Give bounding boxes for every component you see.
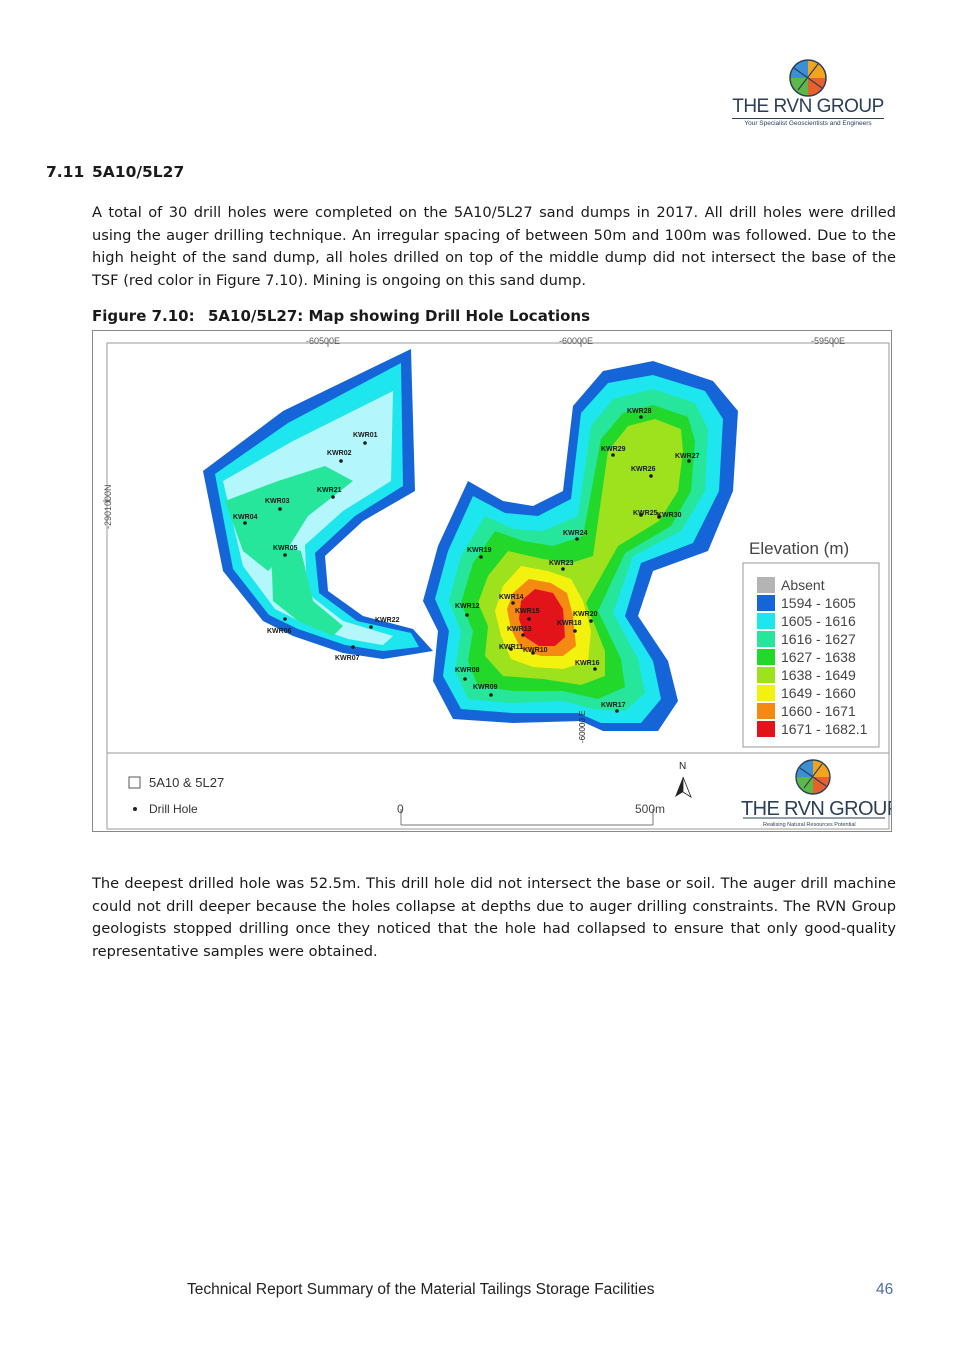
svg-text:KWR28: KWR28 xyxy=(627,408,652,415)
svg-text:KWR14: KWR14 xyxy=(499,594,524,601)
svg-text:KWR02: KWR02 xyxy=(327,450,352,457)
legend-swatch xyxy=(757,703,775,719)
svg-text:KWR18: KWR18 xyxy=(557,620,582,627)
svg-text:KWR07: KWR07 xyxy=(335,655,360,662)
boundary-key-label: 5A10 & 5L27 xyxy=(149,775,225,790)
legend-label: 1594 - 1605 xyxy=(781,595,856,611)
legend-label: 1649 - 1660 xyxy=(781,685,856,701)
page-number: 46 xyxy=(876,1281,894,1298)
svg-text:KWR13: KWR13 xyxy=(507,626,532,633)
svg-text:KWR26: KWR26 xyxy=(631,466,656,473)
section-number: 7.11 xyxy=(46,163,85,181)
tick-label-x2: -60000E xyxy=(559,336,594,346)
svg-text:KWR22: KWR22 xyxy=(375,617,400,624)
legend-swatch xyxy=(757,667,775,683)
figure-logo-emblem-icon xyxy=(796,760,830,794)
drill-hole-key-dot xyxy=(133,807,137,811)
tick-label-y: -2901000N xyxy=(103,484,113,529)
section-heading xyxy=(46,163,184,181)
legend-items xyxy=(757,577,868,737)
footer-text: Technical Report Summary of the Material Tailings Storage Facilities xyxy=(187,1281,655,1298)
drill-hole-kwr10 xyxy=(523,647,548,655)
legend-swatch xyxy=(757,595,775,611)
legend-swatch xyxy=(757,721,775,737)
figure-caption xyxy=(92,307,590,325)
scale-end-label: 500m xyxy=(635,802,666,816)
figure-logo-name: THE RVN GROUP xyxy=(741,798,891,820)
drill-hole-map xyxy=(92,330,892,832)
legend-label: 1638 - 1649 xyxy=(781,667,856,683)
scale-start-label: 0 xyxy=(397,802,404,816)
legend-swatch xyxy=(757,577,775,593)
legend-label: 1671 - 1682.1 xyxy=(781,721,868,737)
svg-text:KWR27: KWR27 xyxy=(675,453,700,460)
map-canvas xyxy=(93,331,891,831)
svg-text:KWR30: KWR30 xyxy=(657,512,682,519)
svg-text:KWR19: KWR19 xyxy=(467,547,492,554)
drill-hole-key-label: Drill Hole xyxy=(149,802,198,816)
drill-hole-kwr25 xyxy=(633,510,658,517)
logo-emblem-icon xyxy=(788,58,828,98)
svg-text:KWR04: KWR04 xyxy=(233,514,258,521)
legend-title: Elevation (m) xyxy=(749,539,850,558)
logo-divider xyxy=(732,118,884,119)
figure-caption-text: 5A10/5L27: Map showing Drill Hole Locations xyxy=(208,307,591,325)
svg-text:KWR06: KWR06 xyxy=(267,628,292,635)
legend-swatch xyxy=(757,613,775,629)
drill-hole-kwr30 xyxy=(657,512,682,519)
tick-label-x1: -60500E xyxy=(306,336,341,346)
svg-text:KWR15: KWR15 xyxy=(515,608,540,615)
svg-text:KWR20: KWR20 xyxy=(573,611,598,618)
company-logo xyxy=(728,58,888,134)
legend-swatch xyxy=(757,649,775,665)
tick-label-x3: -59500E xyxy=(811,336,846,346)
svg-text:KWR05: KWR05 xyxy=(273,545,298,552)
legend-label: 1616 - 1627 xyxy=(781,631,856,647)
svg-text:KWR01: KWR01 xyxy=(353,432,378,439)
legend-label: Absent xyxy=(781,577,825,593)
legend-swatch xyxy=(757,631,775,647)
svg-text:KWR11: KWR11 xyxy=(499,644,524,651)
boundary-key-swatch xyxy=(129,777,140,788)
figure-logo-tagline: Realising Natural Resources Potential xyxy=(763,822,856,828)
legend-swatch xyxy=(757,685,775,701)
svg-text:KWR25: KWR25 xyxy=(633,510,658,517)
svg-text:KWR23: KWR23 xyxy=(549,560,574,567)
north-label: N xyxy=(679,761,687,772)
figure-label: Figure 7.10: xyxy=(92,307,195,325)
svg-text:KWR10: KWR10 xyxy=(523,647,548,654)
logo-tagline: Your Specialist Geoscientists and Engineers xyxy=(744,120,872,127)
svg-text:KWR29: KWR29 xyxy=(601,446,626,453)
drill-hole-kwr11 xyxy=(499,644,523,651)
legend-label: 1605 - 1616 xyxy=(781,613,856,629)
svg-text:KWR08: KWR08 xyxy=(455,667,480,674)
svg-text:KWR16: KWR16 xyxy=(575,660,600,667)
svg-text:KWR21: KWR21 xyxy=(317,487,342,494)
logo-name: THE RVN GROUP xyxy=(732,96,884,117)
inner-tick-label: -60000 E xyxy=(578,710,587,743)
svg-text:KWR12: KWR12 xyxy=(455,603,480,610)
svg-text:KWR17: KWR17 xyxy=(601,702,626,709)
svg-text:KWR09: KWR09 xyxy=(473,684,498,691)
svg-text:KWR03: KWR03 xyxy=(265,498,290,505)
legend-label: 1660 - 1671 xyxy=(781,703,856,719)
svg-text:KWR24: KWR24 xyxy=(563,530,588,537)
body-paragraph-2: The deepest drilled hole was 52.5m. This drill hole did not intersect the base or soil. The auger drill machine could not drill deeper because the holes collapse at depths due to auger drilling constraints. The RVN Group geologists stopped drilling once they noticed that the hole had collapsed to ensure that only good-quality representative samples were obtained. xyxy=(92,875,896,960)
section-title: 5A10/5L27 xyxy=(92,163,185,181)
legend-label: 1627 - 1638 xyxy=(781,649,856,665)
body-paragraph-1: A total of 30 drill holes were completed on the 5A10/5L27 sand dumps in 2017. All drill holes were drilled using the auger drilling technique. An irregular spacing of between 50m and 100m was followed. Due to the high height of the sand dump, all holes drilled on top of the middle dump did not intersect the base of the TSF (red color in Figure 7.10). Mining is ongoing on this sand dump. xyxy=(92,204,896,289)
